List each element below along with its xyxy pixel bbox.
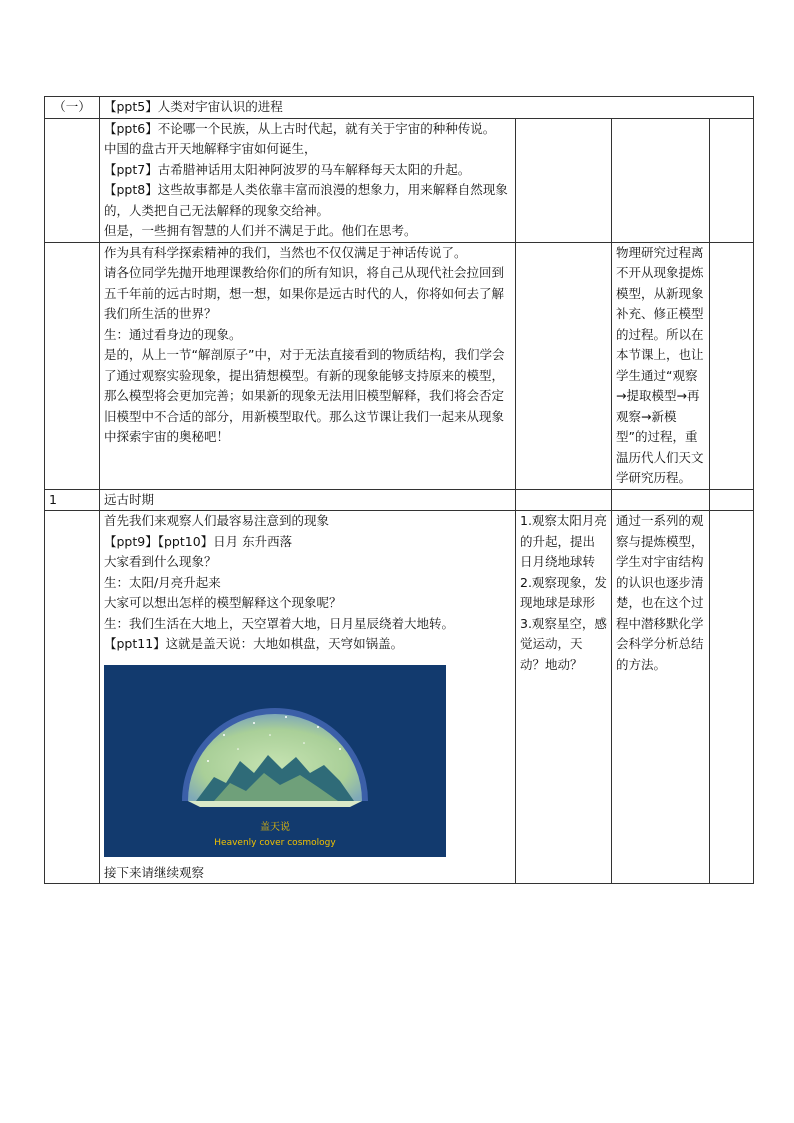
content-row-ancient: [45, 511, 754, 884]
teaching-content-cell: [100, 242, 516, 489]
image-caption-en: Heavenly cover cosmology: [214, 837, 336, 848]
paragraph: 作为具有科学探索精神的我们，当然也不仅仅满足于神话传说了。: [104, 244, 467, 260]
activity-item: 2.观察现象，发现地球是球形: [520, 574, 607, 610]
section-title: 【ppt5】人类对宇宙认识的进程: [100, 97, 754, 119]
subsection-title: 远古时期: [100, 489, 516, 511]
paragraph: 大家看到什么现象？: [104, 554, 217, 569]
paragraph: 【ppt8】这些故事都是人类依靠丰富而浪漫的想象力，用来解释自然现象的，人类把自己无法解释的现象交给神。: [104, 182, 508, 218]
paragraph: 【ppt6】不论哪一个民族，从上古时代起，就有关于宇宙的种种传说。: [104, 120, 496, 136]
activity-item: 1.观察太阳月亮的升起，提出日月绕地球转: [520, 513, 607, 569]
ground-plate: [188, 801, 362, 807]
image-caption-cn: 盖天说: [260, 821, 290, 833]
design-intent-cell: 物理研究过程离不开从现象提炼模型，从新现象补充、修正模型的过程。所以在本节课上，也让学生通过“观察→提取模型→再观察→新模型”的过程，重温历代人们天文学研究历程。: [612, 242, 710, 489]
paragraph: 但是，一些拥有智慧的人们并不满足于此。他们在思考。: [104, 223, 417, 238]
subsection-number: 1: [45, 489, 100, 511]
paragraph: 生：我们生活在大地上，天空罩着大地，日月星辰绕着大地转。: [104, 615, 455, 631]
paragraph: 大家可以想出怎样的模型解释这个现象呢？: [104, 595, 342, 610]
subsection-header-row: [45, 489, 754, 511]
paragraph: 请各位同学先抛开地理课教给你们的所有知识，将自己从现代社会拉回到五千年前的远古时期，想一想，如果你是远古时代的人，你将如何去了解我们所生活的世界？: [104, 265, 505, 321]
paragraph: 是的，从上一节“解剖原子”中，对于无法直接看到的物质结构，我们学会了通过观察实验现象，提出猜想模型。有新的现象能够支持原来的模型，那么模型将会更加完善；如果新的现象无法用旧模型解释，我们将会否定旧模型中不合适的部分，用新模型取代。那么这节课让我们一起来从现象中探索宇宙的奥秘吧！: [104, 347, 505, 444]
student-activity-cell: [516, 511, 612, 884]
paragraph: 【ppt11】这就是盖天说：大地如棋盘，天穹如锅盖。: [104, 636, 404, 651]
paragraph: 生：太阳/月亮升起来: [104, 574, 221, 590]
heavenly-cover-illustration: [104, 665, 446, 857]
paragraph: 【ppt7】古希腊神话用太阳神阿波罗的马车解释每天太阳的升起。: [104, 161, 471, 177]
activity-item: 3.观察星空，感觉运动，天动？地动？: [520, 615, 607, 672]
content-row-myths: [45, 118, 754, 242]
teaching-content-cell: [100, 118, 516, 242]
lesson-plan-table: [44, 96, 754, 884]
section-header-row: [45, 97, 754, 119]
paragraph: 【ppt9】【ppt10】日月 东升西落: [104, 533, 293, 549]
teaching-content-cell: [100, 511, 516, 884]
paragraph: 接下来请继续观察: [104, 864, 205, 880]
content-row-exploration: [45, 242, 754, 489]
paragraph: 生：通过看身边的现象。: [104, 326, 242, 342]
design-intent-cell: 通过一系列的观察与提炼模型，学生对宇宙结构的认识也逐步清楚，也在这个过程中潜移默化学会科学分析总结的方法。: [612, 511, 710, 884]
paragraph: 中国的盘古开天地解释宇宙如何诞生，: [104, 141, 317, 156]
paragraph: 首先我们来观察人们最容易注意到的现象: [104, 513, 330, 528]
section-number: （一）: [45, 97, 100, 119]
